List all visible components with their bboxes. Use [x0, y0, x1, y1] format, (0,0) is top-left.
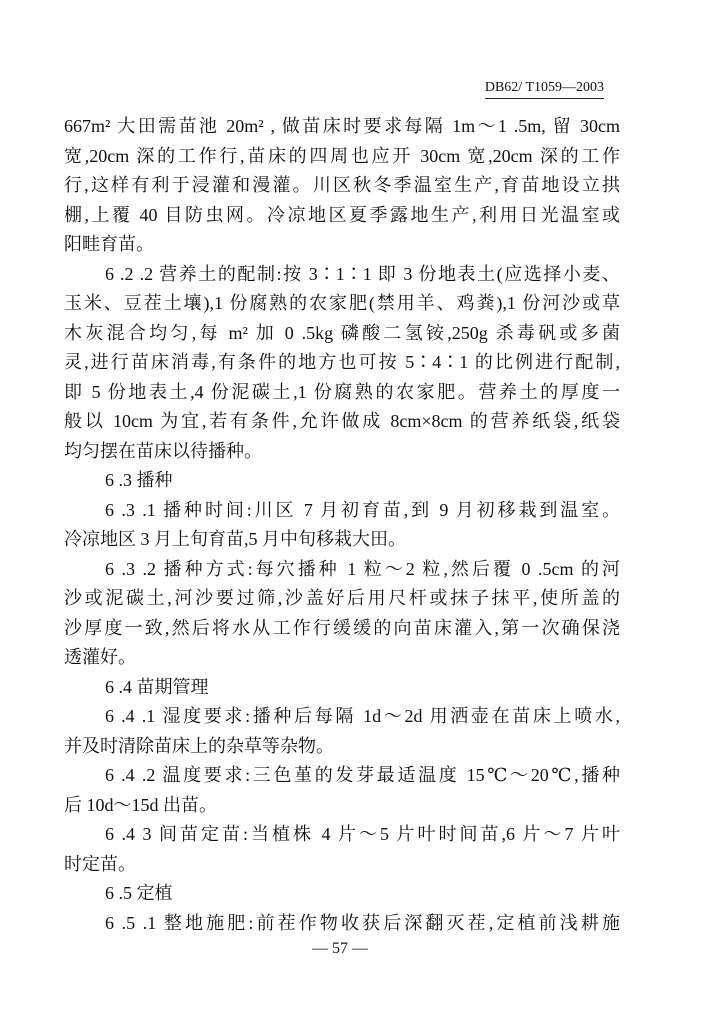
text-line: 行,这样有利于浸灌和漫灌。川区秋冬季温室生产,育苗地设立拱	[64, 175, 620, 195]
paragraph-6-3-2	[64, 555, 620, 673]
clause-line: 6 .3 .1 播种时间:川区 7 月初育苗,到 9 月初移栽到温室。	[105, 499, 620, 520]
paragraph-6-3-1	[64, 496, 620, 555]
text-line: 沙或泥碳土,河沙要过筛,沙盖好后用尺杆或抹子抹平,使所盖的	[64, 588, 620, 608]
paragraph-6-2-2	[64, 260, 620, 467]
clause-line: 6 .2 .2 营养土的配制:按 3∶1∶1 即 3 份地表土(应选择小麦、	[105, 263, 620, 284]
paragraph-6-5-1	[64, 909, 620, 939]
paragraph-6-4-3	[64, 820, 620, 879]
document-body	[64, 112, 620, 938]
section-heading: 6 .5 定植	[105, 883, 173, 903]
standard-code: DB62/ T1059—2003	[485, 79, 604, 99]
text-line: 透灌好。	[64, 647, 136, 667]
section-heading: 6 .3 播种	[105, 470, 173, 490]
text-line: 即 5 份地表土,4 份泥碳土,1 份腐熟的农家肥。营养土的厚度一	[64, 381, 620, 402]
clause-line: 6 .3 .2 播种方式:每穴播种 1 粒～2 粒,然后覆 0 .5cm 的河	[105, 558, 620, 579]
section-heading-6-3	[64, 466, 620, 496]
text-line: 667m² 大田需苗池 20m² , 做苗床时要求每隔 1m～1 .5m, 留 30cm	[64, 116, 620, 136]
text-line: 阳畦育苗。	[64, 234, 154, 254]
paragraph-6-4-2	[64, 761, 620, 820]
clause-line: 6 .4 .2 温度要求:三色堇的发芽最适温度 15℃～20℃,播种	[105, 765, 620, 785]
text-line: 棚,上覆 40 目防虫网。冷凉地区夏季露地生产,利用日光温室或	[64, 204, 620, 225]
text-line: 并及时清除苗床上的杂草等杂物。	[64, 735, 334, 756]
clause-line: 6 .4 .1 湿度要求:播种后每隔 1d～2d 用洒壶在苗床上喷水,	[105, 706, 620, 726]
text-line: 玉米、豆茬土壤),1 份腐熟的农家肥(禁用羊、鸡粪),1 份河沙或草	[64, 293, 620, 313]
section-heading: 6 .4 苗期管理	[105, 676, 209, 697]
text-line: 木灰混合均匀,每 m² 加 0 .5kg 磷酸二氢铵,250g 杀毒矾或多菌	[64, 322, 620, 343]
text-line: 均匀摆在苗床以待播种。	[64, 440, 262, 461]
text-line: 灵,进行苗床消毒,有条件的地方也可按 5∶4∶1 的比例进行配制,	[64, 352, 620, 372]
paragraph-6-4-1	[64, 702, 620, 761]
section-heading-6-4	[64, 673, 620, 703]
paragraph	[64, 112, 620, 260]
text-line: 沙厚度一致,然后将水从工作行缓缓的向苗床灌入,第一次确保浇	[64, 617, 620, 638]
text-line: 般以 10cm 为宜,若有条件,允许做成 8cm×8cm 的营养纸袋,纸袋	[64, 411, 620, 431]
page-number: — 57 —	[312, 940, 368, 957]
section-heading-6-5	[64, 879, 620, 909]
clause-line: 6 .4 3 间苗定苗:当植株 4 片～5 片叶时间苗,6 片～7 片叶	[105, 824, 620, 844]
text-line: 后 10d～15d 出苗。	[64, 794, 217, 815]
text-line: 宽,20cm 深的工作行,苗床的四周也应开 30cm 宽,20cm 深的工作	[64, 145, 620, 166]
text-line: 时定苗。	[64, 853, 136, 874]
text-line: 冷凉地区 3 月上旬育苗,5 月中旬移栽大田。	[64, 529, 406, 549]
clause-line: 6 .5 .1 整地施肥:前茬作物收获后深翻灭茬,定植前浅耕施	[105, 912, 620, 933]
